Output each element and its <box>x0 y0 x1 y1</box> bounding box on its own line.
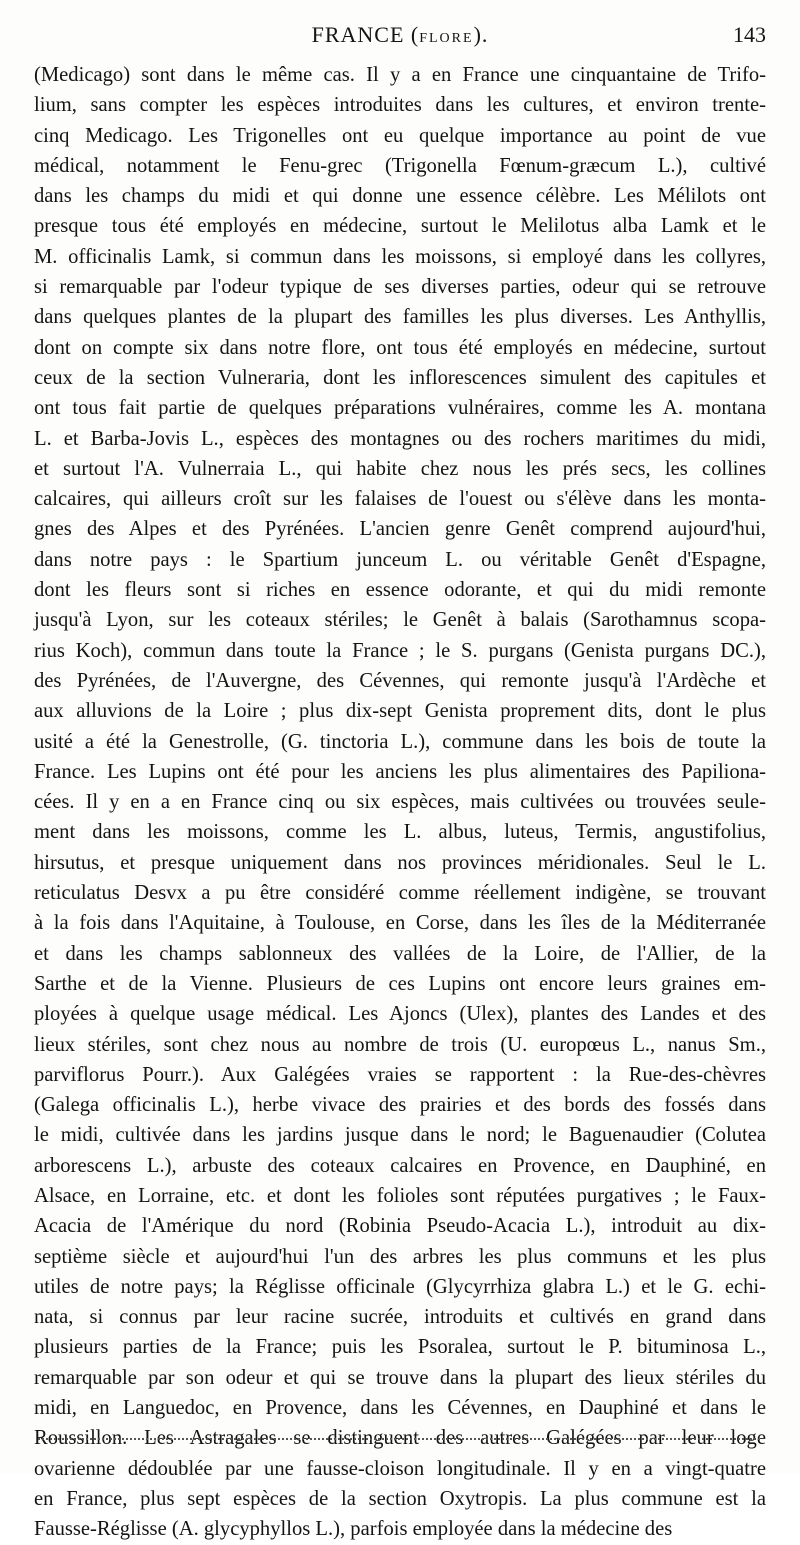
text-line: presque tous été employés en médecine, surtout le Melilotus alba Lamk et le <box>34 215 766 238</box>
text-line: dans les champs du midi et qui donne une essence célèbre. Les Mélilots ont <box>34 185 766 208</box>
text-line: L. et Barba-Jovis L., espèces des montagnes ou des rochers maritimes du midi, <box>34 427 766 450</box>
text-line: ovarienne dédoublée par une fausse-cloison longitudinale. Il y en a vingt-quatre <box>34 1457 766 1480</box>
text-line: ment dans les moissons, comme les L. albus, luteus, Termis, angustifolius, <box>34 821 766 844</box>
text-line: lium, sans compter les espèces introduites dans les cultures, et environ trente- <box>34 94 766 117</box>
running-title-main: FRANCE ( <box>311 22 420 47</box>
text-line: médical, notamment le Fenu-grec (Trigonella Fœnum-græcum L.), cultivé <box>34 154 766 177</box>
text-line: à la fois dans l'Aquitaine, à Toulouse, en Corse, dans les îles de la Méditerranée <box>34 912 766 935</box>
text-line: utiles de notre pays; la Réglisse officinale (Glycyrrhiza glabra L.) et le G. echi- <box>34 1275 766 1298</box>
text-line: des Pyrénées, de l'Auvergne, des Cévennes, qui remonte jusqu'à l'Ardèche et <box>34 669 766 692</box>
text-line: en France, plus sept espèces de la section Oxytropis. La plus commune est la <box>34 1487 766 1510</box>
text-line: nata, si connus par leur racine sucrée, introduits et cultivés en grand dans <box>34 1306 766 1329</box>
text-line: jusqu'à Lyon, sur les coteaux stériles; le Genêt à balais (Sarothamnus scopa- <box>34 609 766 632</box>
text-line: parviflorus Pourr.). Aux Galégées vraies se rapportent : la Rue-des-chèvres <box>34 1063 766 1086</box>
running-title-close: ). <box>473 22 489 47</box>
text-line: lieux stériles, sont chez nous au nombre de trois (U. europœus L., nanus Sm., <box>34 1033 766 1056</box>
text-line: si remarquable par l'odeur typique de ses diverses parties, odeur qui se retrouve <box>34 276 766 299</box>
text-line: dont on compte six dans notre flore, ont tous été employés en médecine, surtout <box>34 336 766 359</box>
text-line: et surtout l'A. Vulnerraia L., qui habite chez nous les prés secs, les collines <box>34 457 766 480</box>
text-line: midi, en Languedoc, en Provence, dans les Cévennes, en Dauphiné et dans le <box>34 1397 766 1420</box>
text-line: Roussillon. Les Astragales se distinguent des autres Galégées par leur loge <box>34 1427 766 1450</box>
text-line: dans notre pays : le Spartium junceum L. ou véritable Genêt d'Espagne, <box>34 548 766 571</box>
text-line: septième siècle et aujourd'hui l'un des arbres les plus communs et les plus <box>34 1245 766 1268</box>
text-line: ployées à quelque usage médical. Les Ajoncs (Ulex), plantes des Landes et des <box>34 1003 766 1026</box>
text-line: ceux de la section Vulneraria, dont les inflorescences simulent des capitules et <box>34 366 766 389</box>
text-line: Acacia de l'Amérique du nord (Robinia Pseudo-Acacia L.), introduit au dix- <box>34 1215 766 1238</box>
text-line: reticulatus Desvx a pu être considéré comme réellement indigène, se trouvant <box>34 882 766 905</box>
text-line: et dans les champs sablonneux des vallées de la Loire, de l'Allier, de la <box>34 942 766 965</box>
text-line: (Galega officinalis L.), herbe vivace des prairies et des bords des fossés dans <box>34 1094 766 1117</box>
text-line: (Medicago) sont dans le même cas. Il y a en France une cinquantaine de Trifo- <box>34 64 766 86</box>
text-line: M. officinalis Lamk, si commun dans les moissons, si employé dans les collyres, <box>34 245 766 268</box>
text-line: plusieurs parties de la France; puis les Psoralea, surtout le P. bituminosa L., <box>34 1336 766 1359</box>
page-number: 143 <box>733 22 766 47</box>
text-line: gnes des Alpes et des Pyrénées. L'ancien genre Genêt comprend aujourd'hui, <box>34 518 766 541</box>
text-line: dans quelques plantes de la plupart des familles les plus diverses. Les Anthyllis, <box>34 306 766 329</box>
running-title-subject: FLORE <box>419 31 474 46</box>
text-line: usité a été la Genestrolle, (G. tinctoria L.), commune dans les bois de toute la <box>34 730 766 753</box>
text-line: Alsace, en Lorraine, etc. et dont les folioles sont réputées purgatives ; le Faux- <box>34 1184 766 1207</box>
text-line: arborescens L.), arbuste des coteaux calcaires en Provence, en Dauphiné, en <box>34 1154 766 1177</box>
text-line: ont tous fait partie de quelques préparations vulnéraires, comme les A. montana <box>34 397 766 420</box>
text-line: Fausse-Réglisse (A. glycyphyllos L.), parfois employée dans la médecine des <box>34 1518 673 1541</box>
text-line: dont les fleurs sont si riches en essence odorante, et qui du midi remonte <box>34 579 766 602</box>
text-line: France. Les Lupins ont été pour les anciens les plus alimentaires des Papiliona- <box>34 760 766 783</box>
text-line: cées. Il y en a en France cinq ou six espèces, mais cultivées ou trouvées seule- <box>34 791 766 814</box>
text-line: calcaires, qui ailleurs croît sur les falaises de l'ouest ou s'élève dans les monta- <box>34 488 766 511</box>
text-line: le midi, cultivée dans les jardins jusque dans le nord; le Baguenaudier (Colutea <box>34 1124 766 1147</box>
running-title <box>34 22 766 48</box>
text-line: aux alluvions de la Loire ; plus dix-sept Genista proprement dits, dont le plus <box>34 700 766 723</box>
text-line: hirsutus, et presque uniquement dans nos provinces méridionales. Seul le L. <box>34 851 766 874</box>
page-header <box>34 22 766 56</box>
text-line: remarquable par son odeur et qui se trouve dans la plupart des lieux stériles du <box>34 1366 766 1389</box>
text-line: rius Koch), commun dans toute la France ; le S. purgans (Genista purgans DC.), <box>34 639 766 662</box>
body-text <box>34 60 766 1545</box>
text-line: Sarthe et de la Vienne. Plusieurs de ces Lupins ont encore leurs graines em- <box>34 972 766 995</box>
text-line: cinq Medicago. Les Trigonelles ont eu quelque importance au point de vue <box>34 124 766 147</box>
footer-dotted-rule <box>38 1438 760 1440</box>
